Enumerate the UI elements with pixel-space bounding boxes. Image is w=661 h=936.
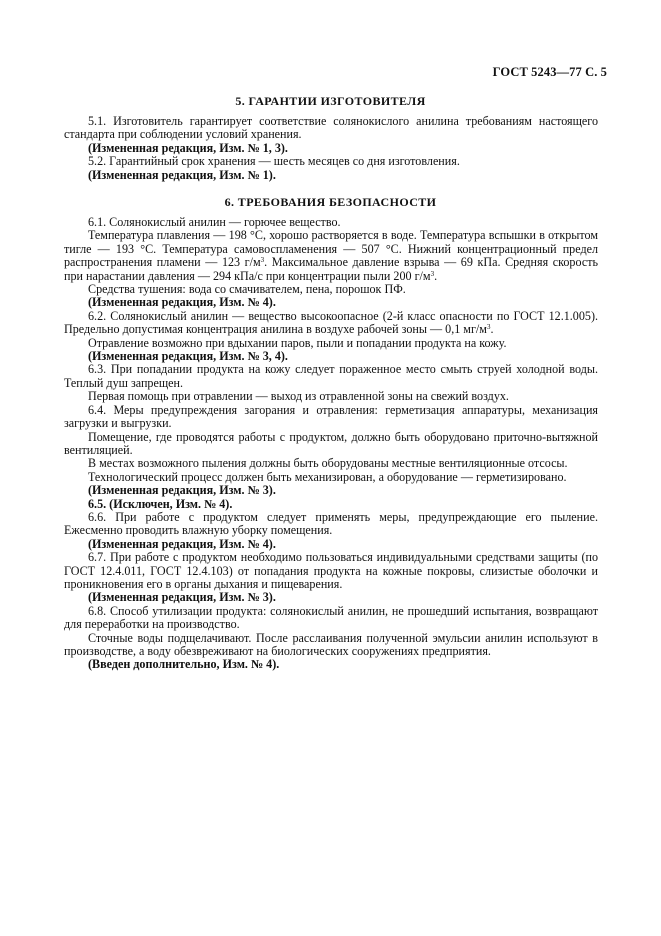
paragraph-6-8: 6.8. Способ утилизации продукта: солянокислый анилин, не прошедший испытания, возвращают для переработки на производство. — [64, 603, 598, 632]
paragraph-6-1-properties: Температура плавления — 198 °С, хорошо растворяется в воде. Температура вспышки в открытом тигле — 193 °С. Температура самовоспламенения — 507 °С. Нижний концентрационный предел распространения пламени — 123 $г/м^3$. Максимальное давление взрыва — 69 кПа. Средняя скорость при нарастании давления — 294 кПа/с при концентрации пыли 200 $г/м^3$. — [64, 228, 598, 283]
paragraph-ventilation: Помещение, где проводятся работы с продуктом, должно быть оборудовано приточно-вытяжной вентиляцией. — [64, 429, 598, 457]
section-5-body — [64, 115, 598, 182]
paragraph-6-3: 6.3. При попадании продукта на кожу следует пораженное место смыть струей холодной воды. Теплый душ запрещен. — [64, 362, 598, 390]
amendment-note: (Измененная редакция, Изм. № 4). — [88, 295, 276, 310]
paragraph-6-6: 6.6. При работе с продуктом следует применять меры, предупреждающие его пыление. Ежесменно проводить влажную уборку помещения. — [64, 509, 598, 538]
amendment-note: (Измененная редакция, Изм. № 1). — [88, 167, 276, 182]
paragraph-poisoning: Отравление возможно при вдыхании паров, пыли и попадании продукта на кожу. — [88, 335, 507, 350]
paragraph-6-4: 6.4. Меры предупреждения загорания и отравления: герметизация аппаратуры, механизация загрузки и выгрузки. — [64, 402, 598, 431]
paragraph-wastewater: Сточные воды подщелачивают. После расслаивания полученной эмульсии анилин используют в производстве, а воду обезвреживают на биологических сооружениях предприятия. — [64, 630, 598, 658]
paragraph-6-2: 6.2. Солянокислый анилин — вещество высокоопасное (2-й класс опасности по ГОСТ 12.1.005). Предельно допустимая концентрация анилина в воздухе рабочей зоны — 0,1 $мг/м^3$. — [64, 308, 598, 337]
paragraph-6-5: 6.5. (Исключен, Изм. № 4). — [88, 496, 233, 511]
paragraph-5-1: 5.1. Изготовитель гарантирует соответствие солянокислого анилина требованиям настоящего стандарта при соблюдении условий хранения. — [64, 114, 598, 142]
paragraph-local-exhaust: В местах возможного пыления должны быть оборудованы местные вентиляционные отсосы. — [88, 456, 568, 471]
paragraph-5-2: 5.2. Гарантийный срок хранения — шесть месяцев со дня изготовления. — [88, 154, 460, 169]
amendment-note: (Измененная редакция, Изм. № 3). — [88, 483, 276, 498]
paragraph-process: Технологический процесс должен быть механизирован, а оборудование — герметизировано. — [88, 469, 567, 484]
amendment-note: (Измененная редакция, Изм. № 3). — [88, 590, 276, 605]
section-6-title: 6. ТРЕБОВАНИЯ БЕЗОПАСНОСТИ — [224, 195, 437, 209]
section-6-body — [64, 216, 598, 672]
paragraph-first-aid: Первая помощь при отравлении — выход из отравленной зоны на свежий воздух. — [88, 389, 509, 404]
amendment-note: (Введен дополнительно, Изм. № 4). — [88, 657, 280, 672]
paragraph-6-1: 6.1. Солянокислый анилин — горючее вещество. — [88, 215, 341, 229]
paragraph-6-7: 6.7. При работе с продуктом необходимо пользоваться индивидуальными средствами защиты (по ГОСТ 12.4.011, ГОСТ 12.4.103) от попадания продукта на кожные покровы, слизистые оболочки и проникновения его в органы дыхания и пищеварения. — [64, 550, 598, 591]
amendment-note: (Измененная редакция, Изм. № 4). — [88, 536, 276, 551]
section-5-title: 5. ГАРАНТИИ ИЗГОТОВИТЕЛЯ — [235, 94, 426, 108]
amendment-note: (Измененная редакция, Изм. № 3, 4). — [88, 349, 288, 364]
paragraph-extinguishing: Средства тушения: вода со смачивателем, пена, порошок ПФ. — [88, 282, 406, 297]
amendment-note: (Измененная редакция, Изм. № 1, 3). — [88, 140, 288, 155]
page-header: ГОСТ 5243—77 С. 5 — [492, 65, 607, 79]
